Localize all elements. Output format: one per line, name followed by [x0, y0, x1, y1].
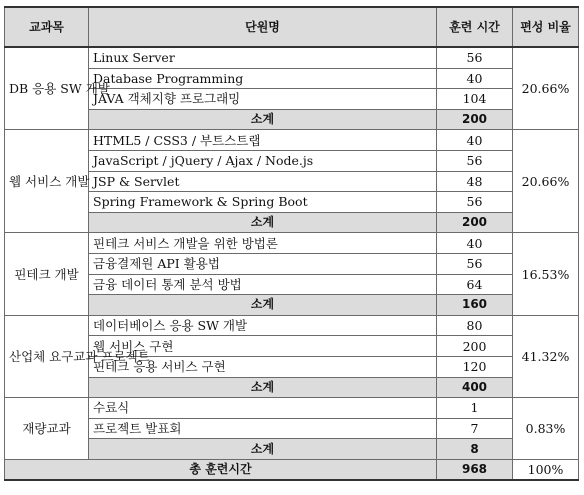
subtotal-row	[5, 212, 579, 233]
header-unit: 단원명	[89, 7, 437, 47]
table-row	[5, 398, 579, 419]
ratio-cell: 20.66%	[513, 130, 579, 233]
unit-hours: 64	[437, 274, 513, 295]
subtotal-row	[5, 377, 579, 398]
subtotal-hours: 200	[437, 109, 513, 130]
total-row	[5, 459, 579, 480]
table-row	[5, 47, 579, 68]
table-row	[5, 171, 579, 192]
header-hours: 훈련 시간	[437, 7, 513, 47]
unit-name: JavaScript / jQuery / Ajax / Node.js	[89, 150, 437, 171]
header-category: 교과목	[5, 7, 89, 47]
subtotal-label: 소계	[89, 109, 437, 130]
unit-hours: 80	[437, 315, 513, 336]
subtotal-row	[5, 295, 579, 316]
unit-name: 프로젝트 발표회	[89, 418, 437, 439]
category-cell: DB 응용 SW 개발	[5, 47, 89, 130]
subtotal-label: 소계	[89, 295, 437, 316]
table-row	[5, 418, 579, 439]
total-ratio: 100%	[513, 459, 579, 480]
subtotal-hours: 200	[437, 212, 513, 233]
ratio-cell: 16.53%	[513, 233, 579, 315]
subtotal-label: 소계	[89, 439, 437, 460]
table-footer	[5, 459, 579, 480]
subtotal-hours: 8	[437, 439, 513, 460]
unit-hours: 200	[437, 336, 513, 357]
unit-name: 수료식	[89, 398, 437, 419]
table-row	[5, 150, 579, 171]
category-cell: 재량교과	[5, 398, 89, 460]
unit-hours: 56	[437, 150, 513, 171]
unit-hours: 56	[437, 192, 513, 213]
unit-name: Linux Server	[89, 47, 437, 68]
unit-name: 웹 서비스 구현	[89, 336, 437, 357]
curriculum-table	[4, 6, 579, 481]
table-row	[5, 192, 579, 213]
subtotal-hours: 400	[437, 377, 513, 398]
unit-name: 금융결제원 API 활용법	[89, 253, 437, 274]
unit-hours: 48	[437, 171, 513, 192]
unit-hours: 40	[437, 130, 513, 151]
total-label: 총 훈련시간	[5, 459, 437, 480]
table-row	[5, 130, 579, 151]
unit-hours: 1	[437, 398, 513, 419]
ratio-cell: 20.66%	[513, 47, 579, 130]
unit-hours: 104	[437, 89, 513, 110]
unit-hours: 7	[437, 418, 513, 439]
subtotal-hours: 160	[437, 295, 513, 316]
total-hours: 968	[437, 459, 513, 480]
table-row	[5, 315, 579, 336]
table-body	[5, 47, 579, 459]
subtotal-label: 소계	[89, 212, 437, 233]
unit-name: Spring Framework & Spring Boot	[89, 192, 437, 213]
unit-hours: 40	[437, 68, 513, 89]
unit-name: Database Programming	[89, 68, 437, 89]
subtotal-row	[5, 439, 579, 460]
header-row	[5, 7, 579, 47]
ratio-cell: 0.83%	[513, 398, 579, 460]
unit-name: 금융 데이터 통계 분석 방법	[89, 274, 437, 295]
unit-name: 핀테크 응용 서비스 구현	[89, 356, 437, 377]
subtotal-row	[5, 109, 579, 130]
unit-hours: 120	[437, 356, 513, 377]
ratio-cell: 41.32%	[513, 315, 579, 397]
category-cell: 산업체 요구교과 프로젝트	[5, 315, 89, 397]
table-row	[5, 274, 579, 295]
unit-name: JAVA 객체지향 프로그래밍	[89, 89, 437, 110]
unit-name: HTML5 / CSS3 / 부트스트랩	[89, 130, 437, 151]
table-header	[5, 7, 579, 47]
unit-name: 핀테크 서비스 개발을 위한 방법론	[89, 233, 437, 254]
unit-hours: 56	[437, 253, 513, 274]
table-row	[5, 233, 579, 254]
unit-hours: 56	[437, 47, 513, 68]
unit-name: 데이터베이스 응용 SW 개발	[89, 315, 437, 336]
subtotal-label: 소계	[89, 377, 437, 398]
header-ratio: 편성 비율	[513, 7, 579, 47]
category-cell: 웹 서비스 개발	[5, 130, 89, 233]
category-cell: 핀테크 개발	[5, 233, 89, 315]
table-row	[5, 253, 579, 274]
unit-hours: 40	[437, 233, 513, 254]
unit-name: JSP & Servlet	[89, 171, 437, 192]
